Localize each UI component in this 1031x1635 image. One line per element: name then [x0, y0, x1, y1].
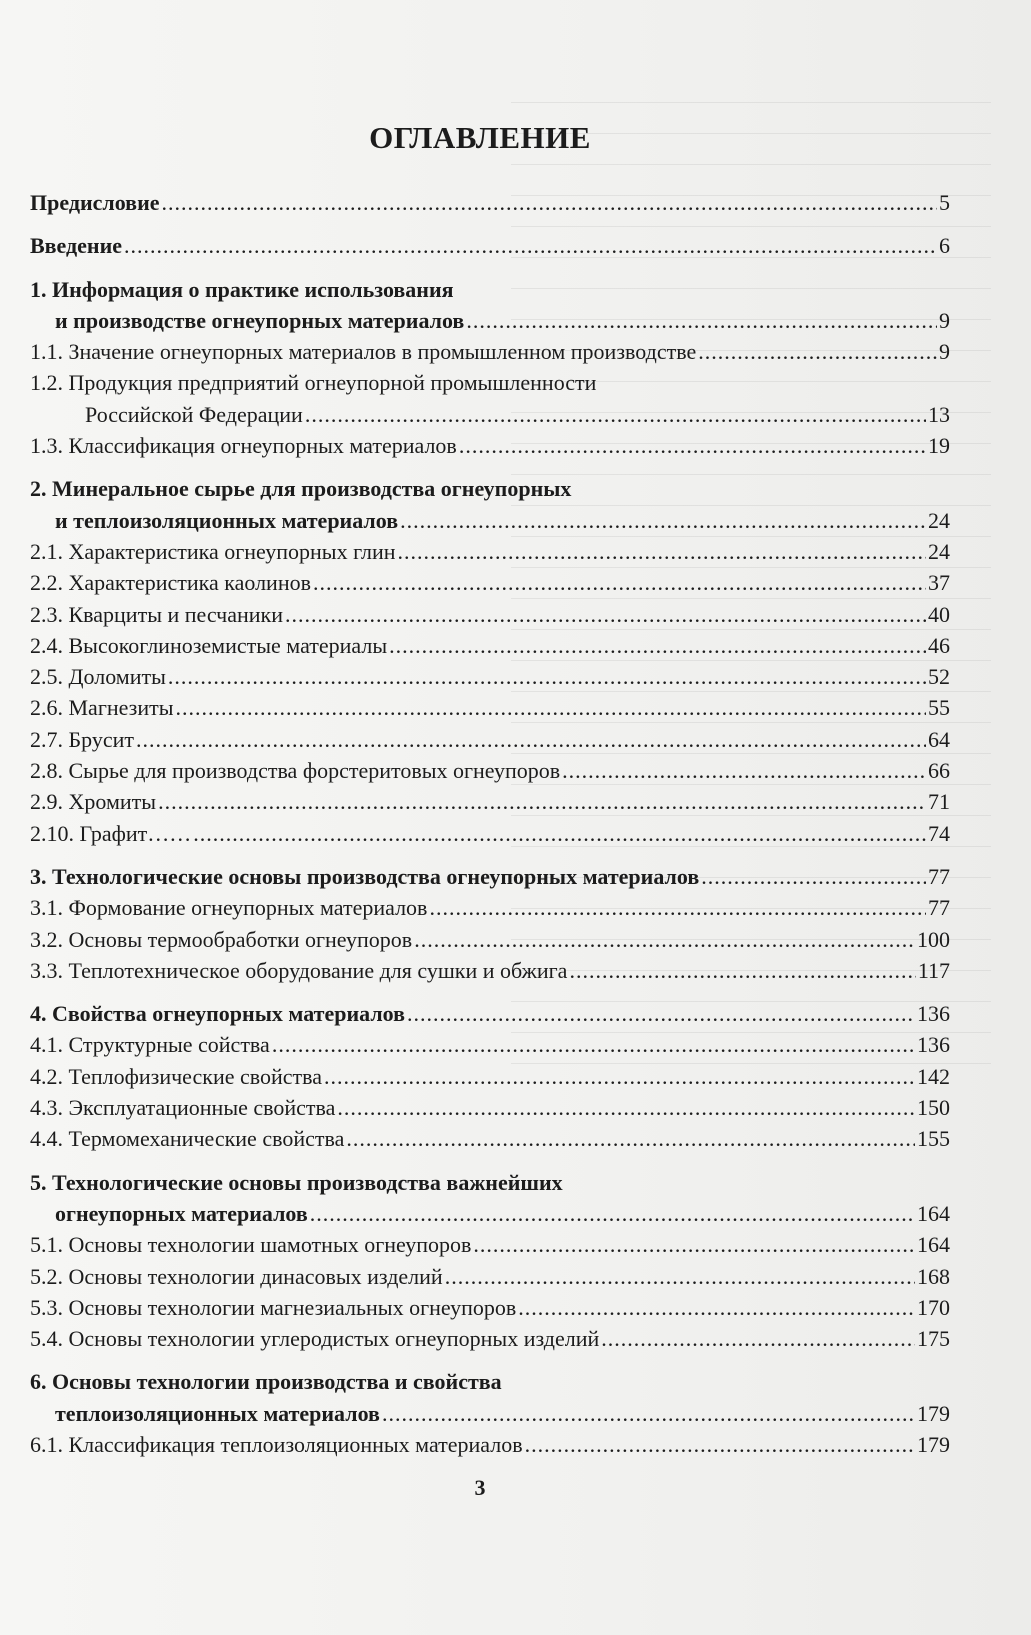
- toc-leader-dots: [313, 570, 926, 596]
- toc-entry-title: 6. Основы технологии производства и свойства: [30, 1369, 502, 1395]
- toc-leader-dots: [701, 864, 926, 890]
- toc-entry-page: 179: [917, 1400, 950, 1426]
- toc-entry-title: 1.3. Классификация огнеупорных материалов: [30, 433, 457, 459]
- toc-leader-dots: [158, 789, 926, 815]
- toc-entry-title: 2.3. Кварциты и песчаники: [30, 601, 283, 627]
- toc-entry-page: 179: [917, 1431, 950, 1457]
- toc-entry-title: 4.2. Теплофизические свойства: [30, 1063, 322, 1089]
- toc-entry-title: 2. Минеральное сырье для производства огнеупорных: [30, 476, 572, 502]
- toc-leader-dots: [569, 958, 915, 984]
- toc-entry[interactable]: [30, 1432, 950, 1463]
- toc-entry-title: 5.2. Основы технологии динасовых изделий: [30, 1263, 443, 1289]
- toc-entry-page: 9: [939, 339, 950, 365]
- toc-entry[interactable]: [30, 1064, 950, 1095]
- toc-leader-dots: [398, 539, 926, 565]
- toc-entry-title: 4.4. Термомеханические свойства: [30, 1126, 345, 1152]
- toc-leader-dots: [429, 895, 926, 921]
- toc-leader-dots: [337, 1095, 915, 1121]
- toc-entry-title: 2.8. Сырье для производства форстеритовых огнеупоров: [30, 758, 561, 784]
- toc-entry-title: 4.1. Структурные сойства: [30, 1032, 270, 1058]
- toc-entry-title: 3.1. Формование огнеупорных материалов: [30, 895, 428, 921]
- toc-entry[interactable]: [30, 1001, 950, 1032]
- toc-entry-page: 64: [928, 726, 950, 752]
- toc-leader-dots: [136, 727, 926, 753]
- toc-leader-dots: [601, 1326, 915, 1352]
- toc-entry[interactable]: [30, 233, 950, 264]
- toc-entry-title: теплоизоляционных материалов: [55, 1400, 380, 1426]
- toc-leader-dots: [324, 1064, 915, 1090]
- toc-entry-page: 6: [939, 233, 950, 259]
- toc-entry-page: 168: [917, 1263, 950, 1289]
- toc-entry[interactable]: [30, 190, 950, 221]
- toc-entry[interactable]: [30, 1264, 950, 1295]
- toc-leader-dots: [466, 308, 937, 334]
- toc-entry-page: 52: [928, 664, 950, 690]
- toc-entry-page: 46: [928, 632, 950, 658]
- toc-entry[interactable]: [30, 727, 950, 758]
- toc-entry-page: 77: [928, 863, 950, 889]
- toc-entry-page: 13: [928, 401, 950, 427]
- toc-leader-dots: [162, 190, 937, 216]
- toc-leader-dots: [562, 758, 926, 784]
- toc-entry[interactable]: [30, 864, 950, 895]
- toc-entry[interactable]: [30, 476, 950, 507]
- toc-entry[interactable]: [30, 602, 950, 633]
- toc-entry-title: 3.2. Основы термообработки огнеупоров: [30, 926, 413, 952]
- toc-entry-title: Введение: [30, 233, 123, 259]
- page-number: 3: [474, 1475, 486, 1500]
- toc-entry-title: огнеупорных материалов: [55, 1200, 308, 1226]
- toc-entry-page: 164: [917, 1232, 950, 1258]
- toc-leader-dots: [407, 1001, 915, 1027]
- toc-entry-page: 37: [928, 570, 950, 596]
- toc-entry[interactable]: [30, 1201, 950, 1232]
- toc-entry[interactable]: [30, 277, 950, 308]
- toc-entry[interactable]: [30, 1126, 950, 1157]
- toc-entry-page: 136: [917, 1032, 950, 1058]
- toc-entry[interactable]: [30, 958, 950, 989]
- toc-entry-page: 155: [917, 1126, 950, 1152]
- toc-entry[interactable]: [30, 758, 950, 789]
- toc-entry-page: 66: [928, 758, 950, 784]
- toc-leader-dots: [459, 433, 926, 459]
- toc-entry-title: 1.2. Продукция предприятий огнеупорной промышленности: [30, 370, 597, 396]
- toc-entry-page: 117: [917, 957, 950, 983]
- toc-entry-page: 24: [928, 538, 950, 564]
- toc-entry[interactable]: [30, 1095, 950, 1126]
- toc-entry-title: 4. Свойства огнеупорных материалов: [30, 1001, 406, 1027]
- toc-entry-title: 2.4. Высокоглиноземистые материалы: [30, 632, 388, 658]
- toc-entry[interactable]: [30, 1326, 950, 1357]
- toc-entry-page: 24: [928, 507, 950, 533]
- toc-leader-dots: [176, 695, 926, 721]
- toc-entry[interactable]: [30, 1032, 950, 1063]
- toc-entry-title: 3.3. Теплотехническое оборудование для сушки и обжига: [30, 957, 568, 983]
- toc-entry-title: 2.5. Доломиты: [30, 664, 166, 690]
- toc-entry-title: 6.1. Классификация теплоизоляционных материалов: [30, 1431, 523, 1457]
- toc-leader-dots: [193, 821, 926, 847]
- toc-leader-dots: [518, 1295, 915, 1321]
- toc-entry-page: 100: [917, 926, 950, 952]
- toc-entry-title: 5.3. Основы технологии магнезиальных огнеупоров: [30, 1294, 517, 1320]
- toc-entry-page: 142: [917, 1063, 950, 1089]
- toc-leader-dots: [382, 1401, 915, 1427]
- table-of-contents: [30, 190, 950, 1463]
- toc-entry-page: 9: [939, 307, 950, 333]
- toc-entry-title: и производстве огнеупорных материалов: [55, 307, 465, 333]
- toc-entry-page: 71: [928, 789, 950, 815]
- toc-entry-page: 175: [917, 1326, 950, 1352]
- toc-entry[interactable]: [30, 1232, 950, 1263]
- toc-leader-dots: [272, 1032, 915, 1058]
- toc-leader-dots: [285, 602, 926, 628]
- toc-leader-dots: [400, 508, 926, 534]
- toc-leader-dots: [346, 1126, 915, 1152]
- toc-entry-page: 170: [917, 1294, 950, 1320]
- toc-entry-title: 1.1. Значение огнеупорных материалов в промышленном производстве: [30, 339, 697, 365]
- toc-entry-title: 2.2. Характеристика каолинов: [30, 570, 311, 596]
- toc-entry-title: 2.6. Магнезиты: [30, 695, 174, 721]
- toc-leader-dots: [305, 402, 926, 428]
- toc-leader-dots: [310, 1201, 915, 1227]
- toc-entry[interactable]: [30, 789, 950, 820]
- toc-entry[interactable]: [30, 339, 950, 370]
- toc-entry-title: и теплоизоляционных материалов: [55, 507, 399, 533]
- toc-entry[interactable]: [30, 370, 950, 401]
- toc-entry-title: 2.1. Характеристика огнеупорных глин: [30, 538, 396, 564]
- toc-entry-page: 150: [917, 1095, 950, 1121]
- toc-entry[interactable]: [30, 1170, 950, 1201]
- toc-entry[interactable]: [30, 402, 950, 433]
- toc-leader-dots: [124, 233, 937, 259]
- toc-entry-title: 2.9. Хромиты: [30, 789, 157, 815]
- toc-leader-dots: [473, 1232, 915, 1258]
- toc-entry[interactable]: [30, 895, 950, 926]
- toc-entry-page: 40: [928, 601, 950, 627]
- toc-entry-page: 74: [928, 820, 950, 846]
- toc-entry[interactable]: [30, 308, 950, 339]
- toc-entry-page: 55: [928, 695, 950, 721]
- toc-entry[interactable]: [30, 508, 950, 539]
- toc-leader-dots: [525, 1432, 915, 1458]
- toc-entry-title: 4.3. Эксплуатационные свойства: [30, 1095, 336, 1121]
- toc-entry-title: 5.4. Основы технологии углеродистых огнеупорных изделий: [30, 1326, 600, 1352]
- toc-leader-dots: [445, 1264, 915, 1290]
- toc-entry[interactable]: [30, 664, 950, 695]
- page-title: ОГЛАВЛЕНИЕ: [369, 120, 591, 155]
- toc-entry[interactable]: [30, 1295, 950, 1326]
- toc-entry[interactable]: [30, 1369, 950, 1400]
- toc-entry-page: 164: [917, 1200, 950, 1226]
- toc-entry[interactable]: [30, 695, 950, 726]
- toc-entry[interactable]: [30, 633, 950, 664]
- toc-entry-page: 5: [939, 190, 950, 215]
- toc-entry-title: 1. Информация о практике использования: [30, 276, 454, 302]
- toc-leader-dots: [168, 664, 926, 690]
- toc-entry[interactable]: [30, 570, 950, 601]
- toc-entry-title: 5. Технологические основы производства важнейших: [30, 1169, 563, 1195]
- toc-entry-title: 5.1. Основы технологии шамотных огнеупоров: [30, 1232, 472, 1258]
- toc-entry[interactable]: [30, 821, 950, 852]
- toc-entry[interactable]: [30, 927, 950, 958]
- toc-entry-title: Российской Федерации: [85, 401, 303, 427]
- toc-entry-page: 136: [917, 1001, 950, 1027]
- toc-entry[interactable]: [30, 1401, 950, 1432]
- toc-entry-title: Предисловие: [30, 190, 160, 215]
- toc-entry-page: 77: [928, 895, 950, 921]
- toc-leader-dots: [389, 633, 926, 659]
- toc-entry[interactable]: [30, 433, 950, 464]
- toc-entry-page: 19: [928, 433, 950, 459]
- toc-entry-title: 2.7. Брусит: [30, 726, 134, 752]
- toc-entry-title: 3. Технологические основы производства огнеупорных материалов: [30, 863, 700, 889]
- toc-leader-dots: [414, 927, 915, 953]
- toc-leader-dots: [698, 339, 937, 365]
- toc-entry[interactable]: [30, 539, 950, 570]
- toc-entry-title: 2.10. Графит……: [30, 820, 192, 846]
